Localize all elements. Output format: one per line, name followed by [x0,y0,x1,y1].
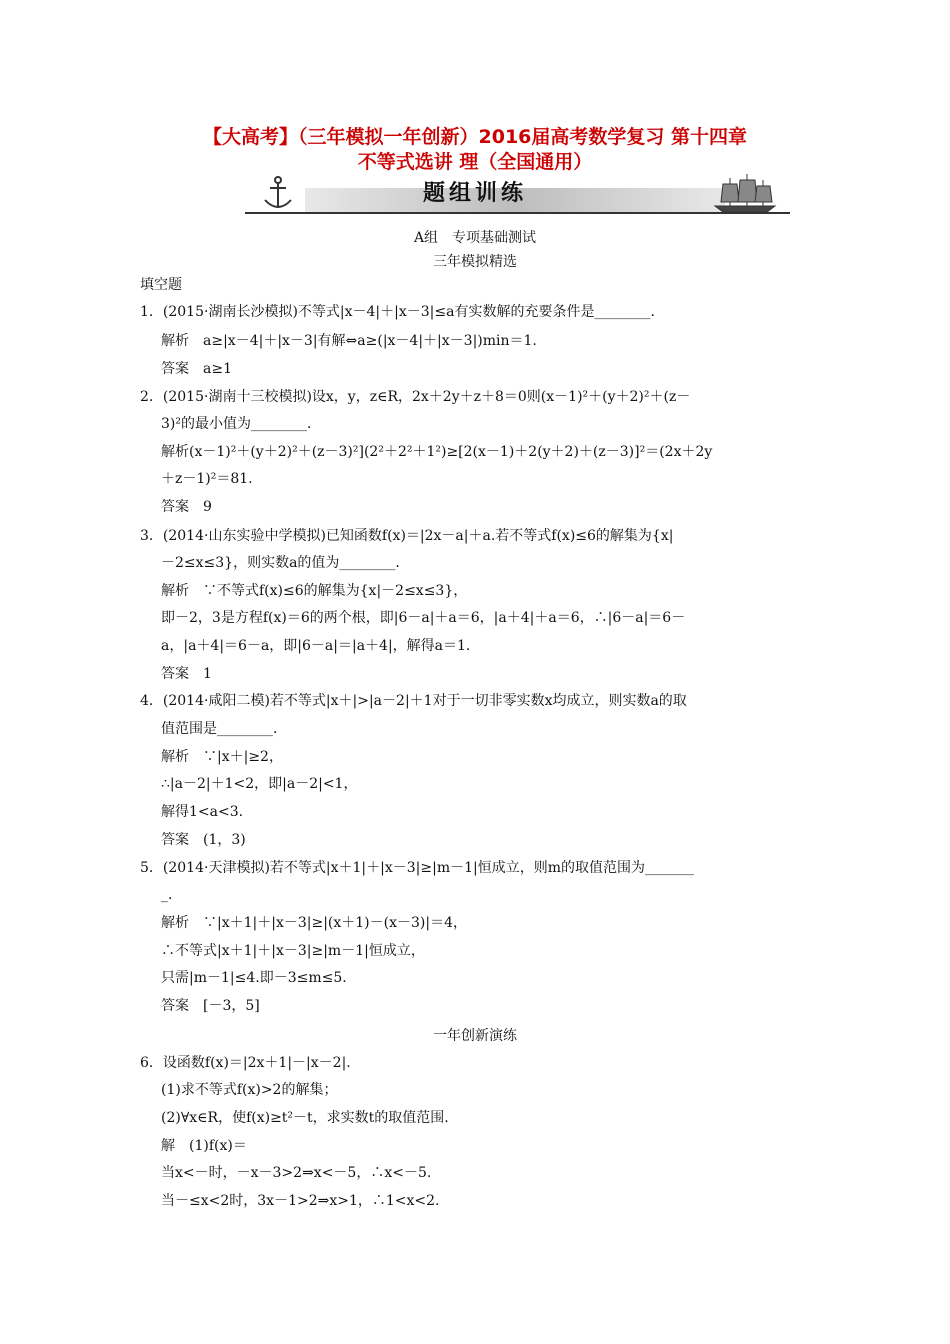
solution-3-line2: 即－2，3是方程f(x)＝6的两个根，即|6－a|＋a＝6，|a＋4|＋a＝6，∴|6－a|＝6－ [161,610,686,626]
answer-3: 答案 1 [161,666,212,682]
solution-3-line3: a，|a＋4|＝6－a，即|6－a|＝|a＋4|，解得a＝1. [161,638,471,654]
solution-5-line1: 解析 ∵|x＋1|＋|x－3|≥|(x＋1)－(x－3)|＝4， [161,915,467,931]
answer-2: 答案 9 [161,499,212,515]
section-heading-three-year: 三年模拟精选 [433,254,517,270]
banner-label: 题组训练 [422,181,527,206]
section-heading-one-year: 一年创新演练 [433,1028,517,1044]
solution-4-line1: 解析 ∵|x＋|≥2， [161,749,283,765]
document-title-line1: 【大高考】（三年模拟一年创新）2016届高考数学复习 第十四章 [203,126,747,148]
question-4-line1: 4．(2014·咸阳二模)若不等式|x＋|>|a－2|＋1对于一切非零实数x均成立，则实数a的取 [140,693,687,709]
solution-6-line2: 当x<－时，－x－3>2⇒x<－5，∴x<－5. [161,1165,432,1181]
question-1: 1．(2015·湖南长沙模拟)不等式|x－4|＋|x－3|≤a有实数解的充要条件是________． [140,304,665,320]
solution-4-line2: ∴|a－2|＋1<2，即|a－2|<1， [161,776,358,792]
answer-4: 答案 (1，3) [161,832,246,848]
answer-5: 答案 [－3，5] [161,998,260,1014]
solution-5-line3: 只需|m－1|≤4.即－3≤m≤5. [161,970,347,986]
question-6-part1: (1)求不等式f(x)>2的解集； [161,1082,338,1098]
question-6-part2: (2)∀x∈R，使f(x)≥t²－t，求实数t的取值范围. [161,1110,449,1126]
question-type-label: 填空题 [140,277,182,293]
answer-1: 答案 a≥1 [161,361,232,377]
solution-1: 解析 a≥|x－4|＋|x－3|有解⇔a≥(|x－4|＋|x－3|)min＝1. [161,333,537,349]
question-2-line1: 2．(2015·湖南十三校模拟)设x，y，z∈R，2x＋2y＋z＋8＝0则(x－1)²＋(y＋2)²＋(z－ [140,389,691,405]
solution-4-line3: 解得1<a<3. [161,804,244,820]
solution-2-line1: 解析(x－1)²＋(y＋2)²＋(z－3)²](2²＋2²＋1²)≥[2(x－1)＋2(y＋2)＋(z－3)]²＝(2x＋2y [161,444,713,460]
solution-5-line2: ∴不等式|x＋1|＋|x－3|≥|m－1|恒成立， [161,943,425,959]
question-3-line2: －2≤x≤3}，则实数a的值为________． [161,555,410,571]
question-6-line1: 6．设函数f(x)＝|2x＋1|－|x－2|. [140,1055,351,1071]
document-title-line2: 不等式选讲 理（全国通用） [357,151,593,173]
question-4-line2: 值范围是________． [161,721,287,737]
question-2-line2: 3)²的最小值为________． [161,416,321,432]
question-3-line1: 3．(2014·山东实验中学模拟)已知函数f(x)＝|2x－a|＋a.若不等式f(x)≤6的解集为{x| [140,528,674,544]
solution-3-line1: 解析 ∵不等式f(x)≤6的解集为{x|－2≤x≤3}， [161,583,468,599]
question-5-line1: 5．(2014·天津模拟)若不等式|x＋1|＋|x－3|≥|m－1|恒成立，则m的取值范围为_______ [140,860,695,876]
solution-2-line2: ＋z－1)²＝81. [161,471,253,487]
question-5-line2: _． [161,887,182,903]
solution-6-line1: 解 (1)f(x)＝ [161,1138,247,1154]
group-heading: A组 专项基础测试 [413,230,537,246]
solution-6-line3: 当－≤x<2时，3x－1>2⇒x>1，∴1<x<2. [161,1193,440,1209]
